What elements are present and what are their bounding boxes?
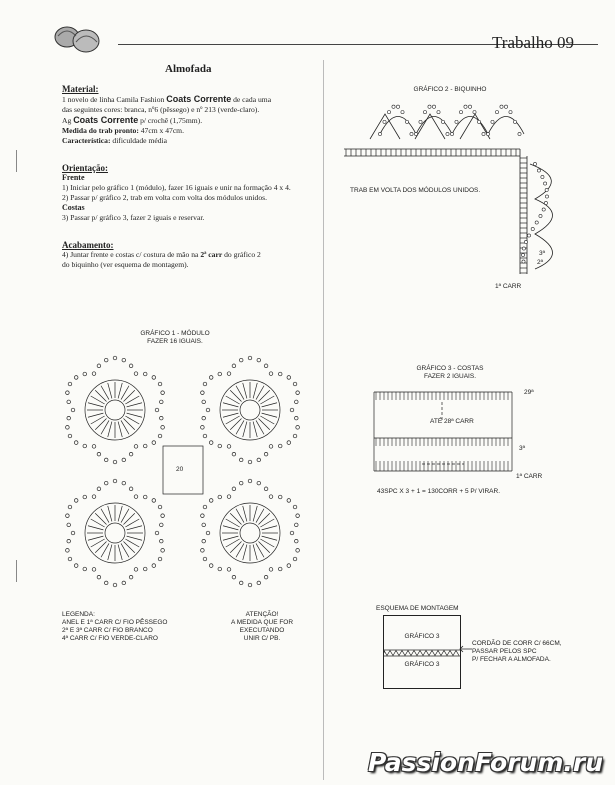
stitch-mark	[262, 403, 277, 407]
chain-stitch-mark	[287, 376, 291, 380]
chain-stitch-mark	[122, 358, 126, 362]
grafico3-row29: 29ª	[524, 389, 534, 396]
chain-stitch-mark	[524, 240, 527, 243]
stitch-mark	[243, 383, 247, 398]
chain-stitch-mark	[509, 111, 512, 114]
chain-stitch-mark	[464, 105, 467, 108]
chain-stitch-mark	[143, 444, 147, 448]
column-divider	[323, 60, 324, 780]
chain-stitch-mark	[293, 557, 297, 561]
material-line: Ag Coats Corrente p/ crochê (1,75mm).	[62, 115, 203, 125]
chain-stitch-mark	[202, 400, 206, 404]
atencao-note: ATENÇÃO! A MEDIDA QUE FOR EXECUTANDO UNIR C/ PB.	[230, 611, 294, 642]
chain-stitch-mark	[248, 583, 252, 587]
chain-stitch-mark	[232, 452, 236, 456]
orientacao-heading: Orientação:	[62, 163, 108, 173]
chain-stitch-mark	[257, 481, 261, 485]
chain-stitch-mark	[143, 495, 147, 499]
chain-stitch-mark	[269, 445, 273, 449]
chain-stitch-mark	[278, 444, 282, 448]
chain-stitch-mark	[129, 364, 133, 368]
chain-stitch-mark	[68, 505, 72, 509]
chain-stitch-mark	[206, 408, 210, 412]
stitch-mark	[127, 536, 142, 540]
stitch-mark	[253, 422, 257, 437]
page-title: Trabalho 09	[492, 33, 575, 52]
chain-stitch-mark	[293, 382, 297, 386]
chain-stitch-mark	[545, 195, 548, 198]
chain-stitch-mark	[152, 376, 156, 380]
chain-stitch-mark	[134, 372, 138, 376]
stitch-mark	[127, 413, 142, 417]
chain-stitch-mark	[92, 372, 96, 376]
chain-stitch-mark	[97, 487, 101, 491]
acabamento-section	[62, 240, 312, 270]
chain-stitch-mark	[218, 567, 222, 571]
stitch-mark	[223, 536, 238, 540]
chain-stitch-mark	[257, 358, 261, 362]
chain-stitch-mark	[269, 495, 273, 499]
chain-stitch-mark	[97, 452, 101, 456]
chain-stitch-mark	[294, 416, 298, 420]
chain-stitch-mark	[155, 408, 159, 412]
chain-stitch-mark	[287, 564, 291, 568]
chain-stitch-mark	[206, 531, 210, 535]
chain-stitch-mark	[455, 120, 458, 123]
stitch-mark	[243, 506, 247, 521]
chain-stitch-mark	[201, 514, 205, 518]
chain-stitch-mark	[473, 111, 476, 114]
doc-title: Almofada	[165, 63, 212, 75]
chain-stitch-mark	[545, 188, 548, 191]
chain-stitch-mark	[387, 111, 390, 114]
chain-stitch-mark	[239, 358, 243, 362]
chain-stitch-mark	[544, 201, 547, 204]
chain-stitch-mark	[66, 549, 70, 553]
chain-stitch-mark	[533, 162, 536, 165]
stitch-mark	[127, 526, 142, 530]
stitch-mark	[262, 413, 277, 417]
chain-stitch-mark	[122, 481, 126, 485]
grafico2-title: GRÁFICO 2 - BIQUINHO	[413, 86, 487, 93]
chain-stitch-mark	[294, 539, 298, 543]
chain-stitch-mark	[239, 458, 243, 462]
stitch-mark	[88, 403, 103, 407]
chain-stitch-mark	[264, 364, 268, 368]
chain-stitch-mark	[521, 253, 524, 256]
chain-stitch-mark	[450, 132, 453, 135]
stitch-mark	[88, 413, 103, 417]
chain-stitch-mark	[159, 523, 163, 527]
grafico2-row2: 2ª	[537, 259, 544, 266]
stitch-mark	[253, 506, 257, 521]
chain-stitch-mark	[293, 434, 297, 438]
chain-stitch-mark	[67, 539, 71, 543]
chain-stitch-mark	[396, 105, 399, 108]
chain-stitch-mark	[227, 445, 231, 449]
stitch-mark	[253, 383, 257, 398]
chain-stitch-mark	[539, 214, 542, 217]
chain-stitch-mark	[104, 358, 108, 362]
esquema-panel-top: GRÁFICO 3	[404, 633, 440, 640]
chain-stitch-mark	[278, 567, 282, 571]
chain-stitch-mark	[269, 372, 273, 376]
chain-stitch-mark	[537, 169, 540, 172]
chain-stitch-mark	[423, 111, 426, 114]
chain-stitch-mark	[74, 376, 78, 380]
chain-stitch-mark	[248, 356, 252, 360]
chain-stitch-mark	[378, 132, 381, 135]
chain-stitch-mark	[432, 105, 435, 108]
stitch-mark	[262, 526, 277, 530]
chain-stitch-mark	[143, 567, 147, 571]
chain-stitch-mark	[227, 568, 231, 572]
chain-stitch-mark	[248, 460, 252, 464]
stitch-mark	[108, 383, 112, 398]
chain-stitch-mark	[74, 499, 78, 503]
material-line: 1 novelo de linha Camila Fashion Coats Corrente de cada uma	[62, 94, 272, 104]
chain-stitch-mark	[104, 458, 108, 462]
chain-stitch-mark	[161, 426, 165, 430]
acabamento-heading: Acabamento:	[62, 240, 114, 250]
chain-stitch-mark	[264, 452, 268, 456]
chain-stitch-mark	[159, 539, 163, 543]
chain-stitch-mark	[68, 382, 72, 386]
chain-stitch-mark	[83, 372, 87, 376]
chain-stitch-mark	[83, 567, 87, 571]
chain-stitch-mark	[227, 372, 231, 376]
stitch-mark	[243, 545, 247, 560]
stitch-mark	[108, 422, 112, 437]
stitch-mark	[88, 526, 103, 530]
chain-stitch-mark	[278, 495, 282, 499]
grafico3-footer: 43SPC X 3 + 1 = 130CORR + 5 P/ VIRAR.	[377, 488, 501, 495]
chain-stitch-mark	[401, 111, 404, 114]
stitch-mark	[118, 383, 122, 398]
stitch-mark	[127, 403, 142, 407]
chain-stitch-mark	[134, 445, 138, 449]
chain-stitch-mark	[428, 105, 431, 108]
chain-stitch-mark	[392, 105, 395, 108]
chain-stitch-mark	[419, 120, 422, 123]
chain-stitch-mark	[500, 105, 503, 108]
chain-stitch-mark	[239, 581, 243, 585]
material-line: Característica: dificuldade média	[62, 136, 168, 145]
chain-stitch-mark	[67, 523, 71, 527]
chain-stitch-mark	[542, 208, 545, 211]
material-section	[62, 84, 312, 146]
chain-stitch-mark	[159, 400, 163, 404]
chain-stitch-mark	[504, 105, 507, 108]
stitch-mark	[118, 506, 122, 521]
chain-stitch-mark	[477, 120, 480, 123]
chain-stitch-mark	[441, 120, 444, 123]
grafico3-ate28: ATÉ 28ª CARR	[430, 418, 474, 425]
stitch-mark	[88, 536, 103, 540]
margin-mark	[16, 560, 17, 582]
ring-mark	[240, 400, 260, 420]
chain-stitch-mark	[257, 581, 261, 585]
chain-stitch-mark	[97, 364, 101, 368]
grafico3-chart	[372, 386, 522, 486]
chain-stitch-mark	[264, 575, 268, 579]
chain-stitch-mark	[152, 441, 156, 445]
esquema-title: ESQUEMA DE MONTAGEM	[376, 605, 459, 612]
grafico2-row1: 1ª CARR	[495, 283, 522, 290]
chain-stitch-mark	[383, 120, 386, 123]
chain-stitch-mark	[113, 356, 117, 360]
stitch-mark	[108, 506, 112, 521]
chain-stitch-mark	[218, 444, 222, 448]
chain-stitch-mark	[527, 234, 530, 237]
chain-stitch-mark	[405, 120, 408, 123]
chain-stitch-mark	[468, 105, 471, 108]
chain-stitch-mark	[294, 400, 298, 404]
chain-stitch-mark	[209, 564, 213, 568]
esquema-diagram	[383, 615, 461, 689]
orientacao-step: 2) Passar p/ gráfico 2, trab em volta com volta dos módulos unidos.	[62, 193, 267, 202]
chain-stitch-mark	[158, 434, 162, 438]
arrow-left-icon	[458, 645, 472, 653]
chain-stitch-mark	[518, 132, 521, 135]
stitch-mark	[223, 526, 238, 530]
chain-stitch-mark	[535, 221, 538, 224]
margin-mark	[16, 150, 17, 172]
chain-stitch-mark	[410, 132, 413, 135]
orientacao-step: 3) Passar p/ gráfico 3, fazer 2 iguais e reservar.	[62, 213, 205, 222]
chain-stitch-mark	[201, 549, 205, 553]
chain-stitch-mark	[531, 227, 534, 230]
chain-stitch-mark	[293, 505, 297, 509]
chain-stitch-mark	[486, 132, 489, 135]
chain-stitch-mark	[294, 523, 298, 527]
acabamento-line: do biquinho (ver esquema de montagem).	[62, 260, 189, 269]
legenda: LEGENDA: ANEL E 1ª CARR C/ FIO PÊSSEGO 2ª E 3ª CARR C/ FIO BRANCO 4ª CARR C/ FIO VERDE-CLARO	[62, 611, 168, 642]
chain-stitch-mark	[218, 495, 222, 499]
ring-mark	[105, 523, 125, 543]
chain-stitch-mark	[203, 382, 207, 386]
chain-stitch-mark	[68, 557, 72, 561]
frente-label: Frente	[62, 173, 85, 182]
chain-stitch-mark	[522, 247, 525, 250]
ring-mark	[240, 523, 260, 543]
chain-stitch-mark	[239, 481, 243, 485]
chain-stitch-mark	[67, 400, 71, 404]
stitch-mark	[108, 545, 112, 560]
chain-stitch-mark	[296, 391, 300, 395]
chain-stitch-mark	[232, 575, 236, 579]
chain-stitch-mark	[232, 364, 236, 368]
chain-stitch-mark	[257, 458, 261, 462]
esquema-panel-bottom: GRÁFICO 3	[404, 661, 440, 668]
chain-stitch-mark	[92, 495, 96, 499]
material-heading: Material:	[62, 84, 99, 94]
esquema-note: CORDÃO DE CORR C/ 66CM, PASSAR PELOS SPC P/ FECHAR A ALMOFADA.	[472, 640, 562, 663]
chain-stitch-mark	[92, 568, 96, 572]
stitch-mark	[118, 422, 122, 437]
chain-stitch-mark	[159, 416, 163, 420]
chain-stitch-mark	[290, 531, 294, 535]
chain-stitch-mark	[296, 426, 300, 430]
grafico1-center-number: 20	[176, 466, 184, 473]
chain-stitch-mark	[227, 495, 231, 499]
chain-stitch-mark	[97, 575, 101, 579]
chain-stitch-mark	[202, 523, 206, 527]
orientacao-section	[62, 163, 312, 223]
chain-stitch-mark	[541, 175, 544, 178]
chain-stitch-mark	[129, 452, 133, 456]
chain-stitch-mark	[278, 372, 282, 376]
stitch-mark	[262, 536, 277, 540]
chain-stitch-mark	[513, 120, 516, 123]
watermark: PassionForum.ru	[368, 748, 604, 777]
ring-mark	[105, 400, 125, 420]
stitch-mark	[118, 545, 122, 560]
chain-stitch-mark	[495, 111, 498, 114]
chain-stitch-mark	[248, 479, 252, 483]
chain-stitch-mark	[522, 260, 525, 263]
balls-of-yarn-logo	[50, 22, 106, 56]
chain-stitch-mark	[414, 132, 417, 135]
chain-stitch-mark	[158, 505, 162, 509]
chain-stitch-mark	[122, 458, 126, 462]
chain-stitch-mark	[74, 564, 78, 568]
grafico2-note: TRAB EM VOLTA DOS MÓDULOS UNIDOS.	[350, 187, 481, 194]
chain-stitch-mark	[143, 372, 147, 376]
chain-stitch-mark	[446, 132, 449, 135]
chain-stitch-mark	[104, 481, 108, 485]
material-line: Medida do trab pronto: 47cm x 47cm.	[62, 126, 184, 135]
chain-stitch-mark	[269, 568, 273, 572]
chain-stitch-mark	[158, 382, 162, 386]
chain-stitch-mark	[203, 505, 207, 509]
chain-stitch-mark	[134, 568, 138, 572]
chain-stitch-mark	[66, 426, 70, 430]
chain-stitch-mark	[74, 441, 78, 445]
chain-stitch-mark	[296, 514, 300, 518]
chain-stitch-mark	[92, 445, 96, 449]
chain-stitch-mark	[202, 539, 206, 543]
chain-stitch-mark	[113, 479, 117, 483]
chain-stitch-mark	[287, 441, 291, 445]
chain-stitch-mark	[83, 444, 87, 448]
chain-stitch-mark	[134, 495, 138, 499]
chain-stitch-mark	[161, 391, 165, 395]
chain-stitch-mark	[104, 581, 108, 585]
chain-stitch-mark	[209, 441, 213, 445]
chain-stitch-mark	[543, 182, 546, 185]
chain-stitch-mark	[201, 391, 205, 395]
chain-stitch-mark	[83, 495, 87, 499]
chain-stitch-mark	[459, 111, 462, 114]
chain-stitch-mark	[437, 111, 440, 114]
stitch-mark	[243, 422, 247, 437]
chain-stitch-mark	[66, 514, 70, 518]
material-line: das seguintes cores: branca, nº6 (pêssego) e nº 213 (verde-claro).	[62, 105, 260, 114]
chain-stitch-mark	[113, 460, 117, 464]
chain-stitch-mark	[218, 372, 222, 376]
chain-stitch-mark	[287, 499, 291, 503]
grafico3-row3: 3ª	[519, 445, 526, 452]
chain-stitch-mark	[491, 120, 494, 123]
chain-stitch-mark	[161, 514, 165, 518]
chain-stitch-mark	[67, 416, 71, 420]
acabamento-line: 4) Juntar frente e costas c/ costura de mão na 2ª carr do gráfico 2	[62, 250, 261, 259]
chain-stitch-mark	[152, 564, 156, 568]
grafico2-row3: 3ª	[539, 250, 546, 257]
chain-stitch-mark	[71, 531, 75, 535]
chain-stitch-mark	[202, 416, 206, 420]
chain-stitch-mark	[290, 408, 294, 412]
orientacao-step: 1) Iniciar pelo gráfico 1 (módulo), fazer 16 iguais e unir na formação 4 x 4.	[62, 183, 291, 192]
stitch-mark	[223, 403, 238, 407]
chain-stitch-mark	[66, 391, 70, 395]
chain-stitch-mark	[264, 487, 268, 491]
chain-stitch-mark	[129, 575, 133, 579]
chain-stitch-mark	[161, 549, 165, 553]
grafico3-title: GRÁFICO 3 - COSTAS FAZER 2 IGUAIS.	[416, 365, 484, 380]
chain-stitch-mark	[201, 426, 205, 430]
chain-stitch-mark	[209, 376, 213, 380]
chain-stitch-mark	[209, 499, 213, 503]
chain-stitch-mark	[68, 434, 72, 438]
grafico1-title: GRÁFICO 1 - MÓDULO FAZER 16 IGUAIS.	[140, 330, 210, 345]
stitch-mark	[223, 413, 238, 417]
chain-stitch-mark	[71, 408, 75, 412]
chain-stitch-mark	[232, 487, 236, 491]
chain-stitch-mark	[482, 132, 485, 135]
stitch-mark	[253, 545, 257, 560]
chain-stitch-mark	[158, 557, 162, 561]
costas-label: Costas	[62, 203, 85, 212]
cord-stitching-icon	[384, 650, 460, 656]
grafico3-row1: 1ª CARR	[516, 473, 543, 480]
chain-stitch-mark	[152, 499, 156, 503]
chain-stitch-mark	[113, 583, 117, 587]
chain-stitch-mark	[155, 531, 159, 535]
chain-stitch-mark	[296, 549, 300, 553]
chain-stitch-mark	[129, 487, 133, 491]
chain-stitch-mark	[203, 557, 207, 561]
chain-stitch-mark	[203, 434, 207, 438]
chain-stitch-mark	[122, 581, 126, 585]
